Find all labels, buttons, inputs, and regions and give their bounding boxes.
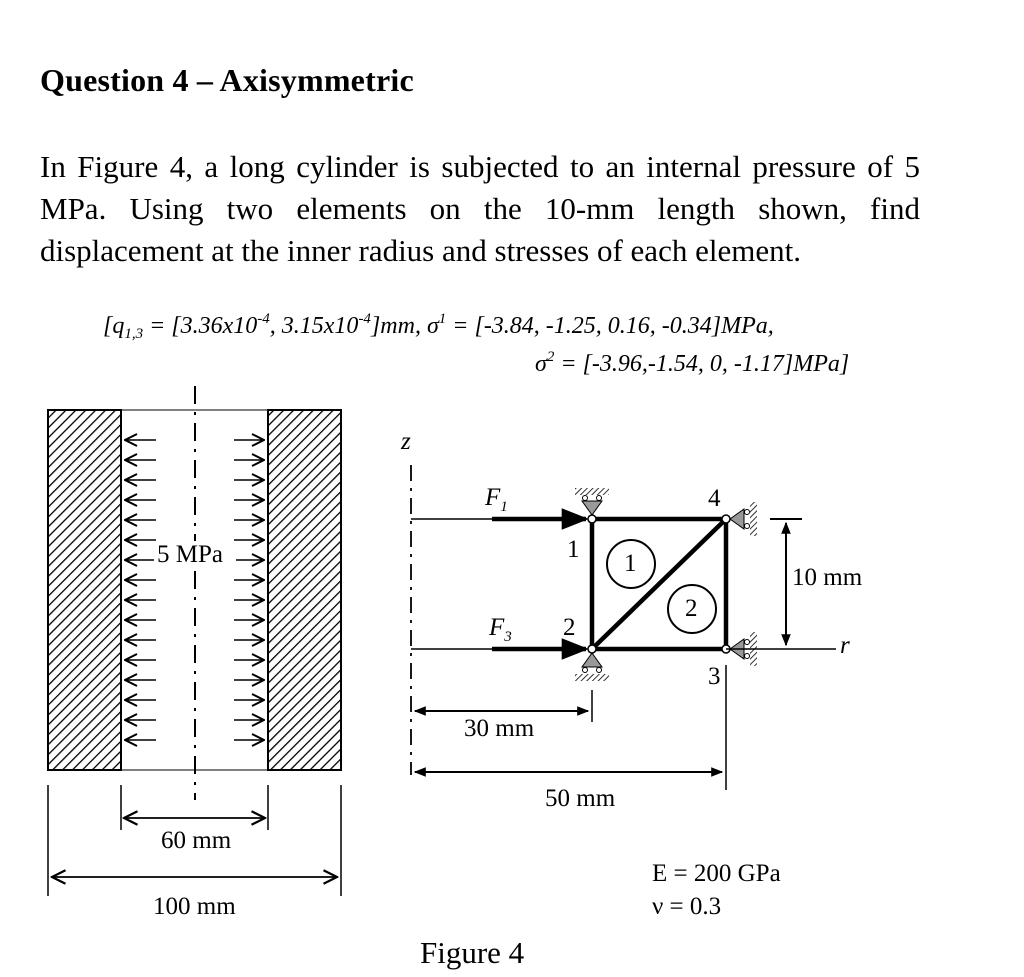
answer-line-1 bbox=[103, 313, 774, 340]
answer-exponent-2: -4 bbox=[358, 311, 371, 327]
finite-element-mesh bbox=[588, 515, 730, 653]
force-f1-subscript: 1 bbox=[500, 499, 508, 515]
inner-diameter-label: 60 mm bbox=[161, 827, 232, 854]
youngs-modulus: E = 200 GPa bbox=[652, 860, 781, 887]
answer-units-sigma: ]mm, σ bbox=[370, 313, 439, 339]
r-axis-label: r bbox=[840, 632, 850, 659]
node-2-label: 2 bbox=[563, 614, 576, 641]
force-f3-subscript: 3 bbox=[504, 629, 512, 645]
element-2-label: 2 bbox=[685, 595, 698, 622]
answer-q-prefix: [q bbox=[103, 313, 125, 339]
answer-sigma1-superscript: 1 bbox=[438, 311, 447, 327]
node-3-label: 3 bbox=[708, 663, 721, 690]
cylinder-left-wall bbox=[48, 410, 121, 770]
answer-q-value-2: , 3.15x10 bbox=[269, 313, 359, 339]
force-f1-label bbox=[485, 484, 508, 516]
dimension-50mm-label: 50 mm bbox=[545, 785, 616, 812]
answer-sigma2-values: = [-3.96,-1.54, 0, -1.17]MPa] bbox=[554, 351, 850, 377]
figure-4-drawing bbox=[0, 380, 1024, 930]
dimension-30mm-label: 30 mm bbox=[464, 715, 535, 742]
question-title: Question 4 – Axisymmetric bbox=[40, 62, 414, 98]
answer-exponent-1: -4 bbox=[257, 311, 270, 327]
answer-q-value-1: = [3.36x10 bbox=[143, 313, 258, 339]
element-1-label: 1 bbox=[624, 550, 637, 577]
cylinder-right-wall bbox=[268, 410, 341, 770]
figure-caption: Figure 4 bbox=[420, 935, 525, 970]
force-f3-label bbox=[489, 614, 512, 646]
force-f1-symbol: F bbox=[485, 484, 501, 511]
roller-support-node-1 bbox=[575, 488, 609, 515]
answer-sigma1-values: = [-3.84, -1.25, 0.16, -0.34]MPa, bbox=[446, 313, 774, 339]
answer-line-2 bbox=[535, 351, 849, 378]
force-f3-symbol: F bbox=[489, 614, 505, 641]
height-dimension-label: 10 mm bbox=[792, 564, 863, 591]
z-axis-label: z bbox=[401, 428, 411, 455]
answer-sigma2-symbol: σ bbox=[535, 351, 547, 377]
roller-support-node-2 bbox=[575, 653, 609, 681]
problem-statement: In Figure 4, a long cylinder is subjected to an internal pressure of 5 MPa. Using two elements on the 10-mm length shown, find displacement at the inner radius and stresses of each element. bbox=[40, 149, 920, 268]
poisson-ratio: ν = 0.3 bbox=[652, 893, 722, 920]
answer-q-subscript: 1,3 bbox=[124, 326, 144, 342]
answer-sigma2-superscript: 2 bbox=[546, 349, 555, 365]
node-4-label: 4 bbox=[708, 485, 721, 512]
pressure-label: 5 MPa bbox=[157, 541, 223, 568]
outer-diameter-label: 100 mm bbox=[153, 893, 236, 920]
roller-support-node-4 bbox=[730, 502, 757, 536]
node-1-label: 1 bbox=[567, 536, 580, 563]
